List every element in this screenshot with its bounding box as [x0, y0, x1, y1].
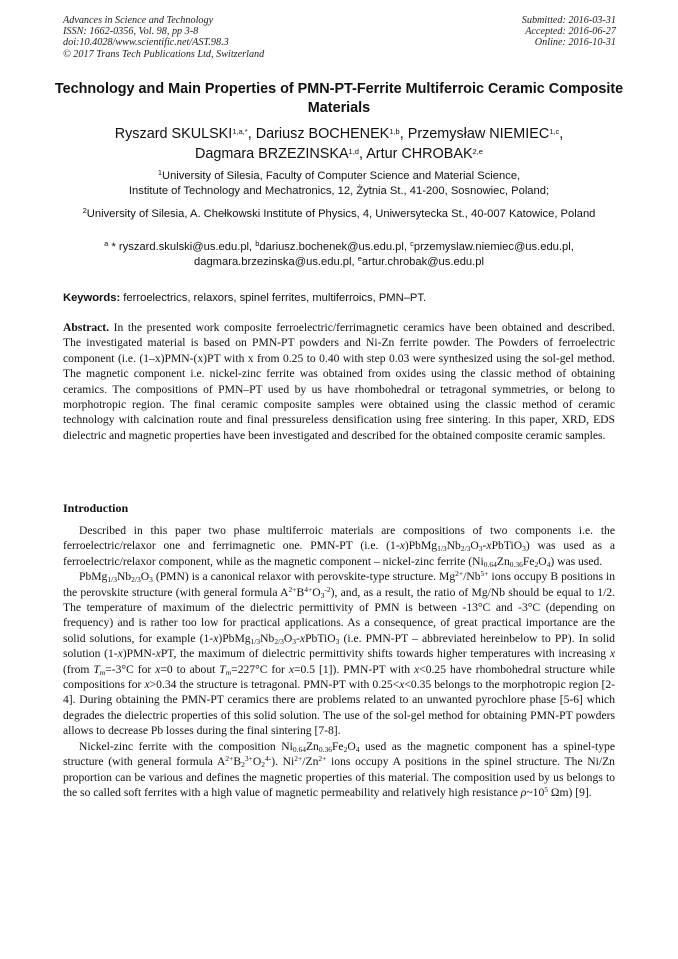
- author-name: Ryszard SKULSKI: [114, 126, 233, 142]
- email-link[interactable]: dariusz.bochenek@us.edu.pl,: [259, 241, 411, 253]
- keywords-label: Keywords:: [63, 292, 121, 304]
- abstract-label: Abstract.: [63, 321, 110, 334]
- issn-line: ISSN: 1662-0356, Vol. 98, pp 3-8: [63, 26, 199, 38]
- affiliation-1: $^1$University of Silesia, Faculty of Computer Science and Material Science, Institute of Technology and Mechatronics, 12, Żytnia St., 41-200, Sosnowiec, Poland;: [128, 168, 550, 197]
- accepted-date: Accepted: 2016-06-27: [525, 26, 616, 38]
- author-affiliation-mark: 1,c: [549, 127, 560, 136]
- author-name: Artur CHROBAK: [366, 146, 473, 162]
- author-affiliation-mark: 1,a,*: [232, 127, 248, 136]
- journal-info: [63, 15, 264, 60]
- publication-dates: [522, 15, 616, 49]
- email-link[interactable]: dagmara.brzezinska@us.edu.pl,: [194, 256, 358, 268]
- paragraph: Nickel-zinc ferrite with the composition $Ni_{0.64}Zn_{0.36}Fe_2O_4$ used as the magnetic component has a spinel-type structure (with general formula $A^{2+}B_2^{3+}O_2^{4-}$). $Ni^{2+}/Zn^{2+}$ ions occupy A positions in the spinel structure. The Ni/Zn proportion can be various and defines the magnetic properties of this material. The composition used by us belongs to the so called soft ferrites with a high value of magnetic permeability and relatively high resistance $\rho\sim 10^5$ Ωm) [9].: [63, 739, 616, 799]
- email-link[interactable]: przemyslaw.niemiec@us.edu.pl,: [413, 241, 574, 253]
- author-affiliation-mark: 2,e: [472, 147, 483, 156]
- author-emails: $^a$ * ryszard.skulski@us.edu.pl, $^b$dariusz.bochenek@us.edu.pl, $^c$przemyslaw.niemiec@us.edu.pl, dagmara.brzezinska@us.edu.pl, $^e$artur.chrobak@us.edu.pl: [104, 239, 574, 268]
- author-list: Ryszard $SKULSKI^{1,a,*}$, Dariusz BOCHENEK$^{1,b}$, Przemysław NIEMIEC$^{1,c}$, Dagmara BRZEZINSKA$^{1,d}$, Artur CHROBAK$^{2,e}$: [114, 126, 564, 162]
- doi-line: doi:10.4028/www.scientific.net/AST.98.3: [63, 37, 229, 49]
- abstract-text: In the presented work composite ferroelectric/ferrimagnetic ceramics have been obtained and described. The investigated material is based on PMN-PT powders and Ni-Zn ferrite powder. The Powders of ferroelectric component (i.e. (1–x)PMN-(x)PT with x from 0.25 to 0.40 with step 0.03 were synthesized using the sol-gel method. The magnetic component i.e. nickel-zinc ferrite was obtained from oxides using the classic method of obtaining ceramics. The compositions of PMN–PT used by us have rhombohedral or tetragonal symmetries, or belong to morphotropic region. The final ceramic composite samples were obtained using the classic method of ceramic technology with calcination route and final pressureless densification using free sintering. In this paper, XRD, EDS dielectric and magnetic properties have been investigated and described for the obtained composite ceramic samples.: [63, 321, 615, 442]
- email-link[interactable]: * ryszard.skulski@us.edu.pl,: [108, 241, 256, 253]
- author-affiliation-mark: 1,b: [389, 127, 400, 136]
- copyright-line: © 2017 Trans Tech Publications Ltd, Switzerland: [63, 48, 265, 60]
- submitted-date: Submitted: 2016-03-31: [521, 15, 616, 26]
- abstract: [63, 320, 615, 443]
- author-name: Przemysław NIEMIEC: [407, 126, 550, 142]
- journal-name: Advances in Science and Technology: [63, 15, 214, 26]
- introduction-body: [63, 523, 615, 800]
- author-name: Dagmara BRZEZINSKA: [195, 146, 349, 162]
- paragraph: Described in this paper two phase multiferroic materials are compositions of two components i.e. the ferroelectric/relaxor one and ferrimagnetic one. PMN-PT (i.e. $(1-x)PbMg_{1/3}Nb_{2/3}O_3-xPbTiO_3$) was used as a ferroelectric/relaxor component, while as the magnetic component – nickel-zinc ferrite $(Ni_{0.64}Zn_{0.36}Fe_2O_4)$ was used.: [63, 524, 615, 569]
- keywords: [63, 291, 623, 305]
- affiliation-2: $^2$University of Silesia, A. Chełkowski Institute of Physics, 4, Uniwersytecka St., 40-007 Katowice, Poland: [82, 206, 596, 220]
- paper-title: Technology and Main Properties of PMN-PT-Ferrite Multiferroic Ceramic Composite Materials: [54, 81, 624, 116]
- author-affiliation-mark: 1,d: [348, 147, 359, 156]
- paragraph: $PbMg_{1/3}Nb_{2/3}O_3$ (PMN) is a canonical relaxor with perovskite-type structure. $Mg^{2+}/Nb^{5+}$ ions occupy B positions in the perovskite structure (with general formula $A^{2+}B^{4+}O_3^{-2}$), and, as a result, the ratio of Mg/Nb should be equal to 1/2. The temperature of maximum of the dielectric permittivity of PMN is between -13°C and -3°C (depending on frequency) and is rather too low for practical applications. As a consequence, of great practical importance are the solid solutions, for example $(1-x)PbMg_{1/3}Nb_{2/3}O_3-xPbTiO_3$ (i.e. PMN-PT – abbreviated hereinbelow to PP). In solid solution (1-x)PMN-xPT, the maximum of dielectric permittivity shifts towards higher temperatures with increasing x (from $T_m=-3^\circ C$ for x=0 to about $T_m=227^\circ C$ for x=0.5 [1]). PMN-PT with x<0.25 have rhombohedral structure while compositions for x>0.34 the structure is tetragonal. PMN-PT with 0.25<x<0.35 belongs to the morphotropic region [2-4]. During obtaining the PMN-PT ceramics there are problems related to an unwanted pyrochlore phase [5-6] which degrades the dielectric properties of this solid solution. The use of the sol-gel method for obtaining PMN-PT powders allows to decrease Pb losses during the final sintering [7-8].: [63, 569, 615, 738]
- email-link[interactable]: artur.chrobak@us.edu.pl: [361, 256, 484, 268]
- online-date: Online: 2016-10-31: [534, 37, 616, 49]
- keywords-text: ferroelectrics, relaxors, spinel ferrites, multiferroics, PMN–PT.: [120, 292, 427, 304]
- section-heading: Introduction: [63, 501, 129, 515]
- author-name: Dariusz BOCHENEK: [255, 126, 390, 142]
